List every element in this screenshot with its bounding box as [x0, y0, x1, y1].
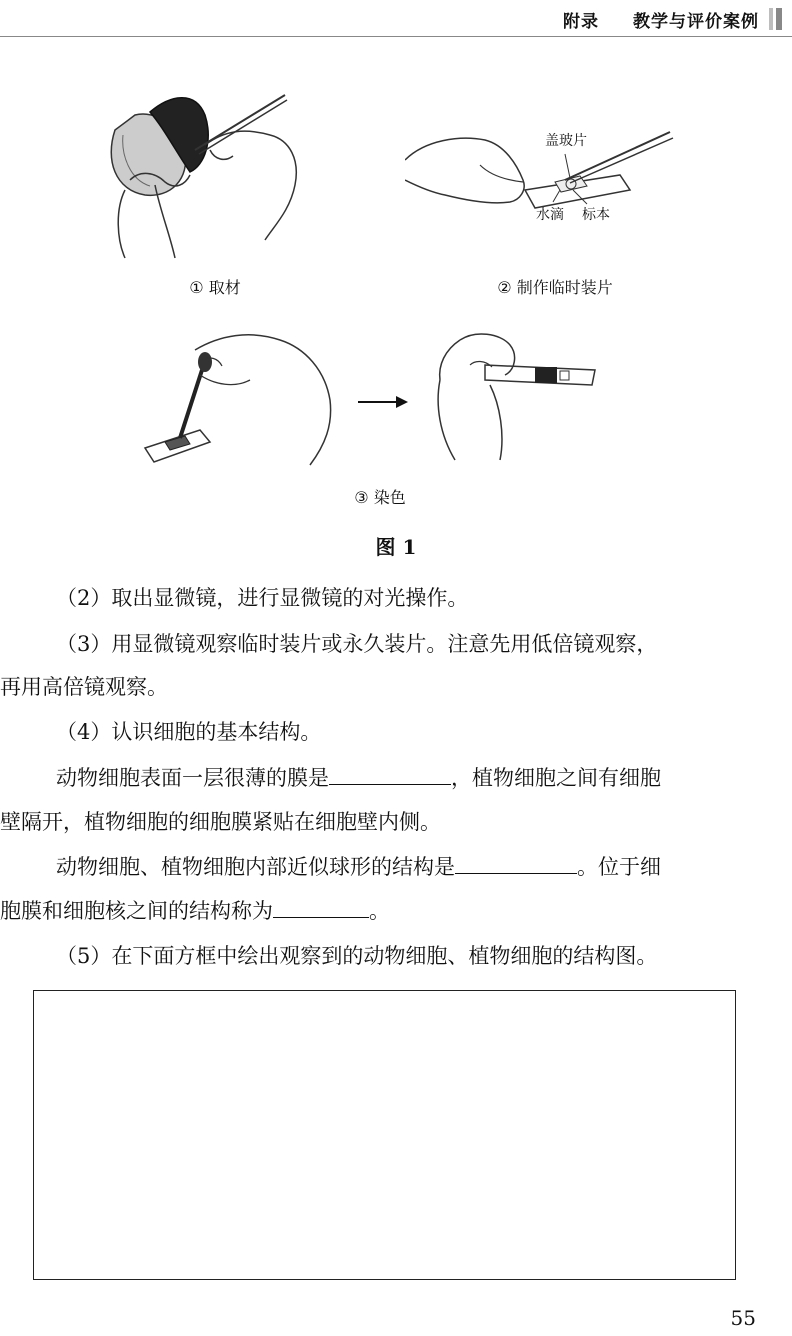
running-header	[563, 6, 782, 32]
cell-membrane-question-line-2: 壁隔开，植物细胞的细胞膜紧贴在细胞壁内侧。	[0, 810, 441, 834]
cover-slip-label: 盖玻片	[545, 133, 587, 149]
specimen-label: 标本	[582, 207, 610, 223]
answer-blank-cytoplasm[interactable]	[273, 897, 369, 918]
water-drop-label: 水滴	[536, 207, 564, 223]
step-3-line-2: 再用高倍镜观察。	[0, 675, 168, 699]
header-section: 附录	[563, 11, 599, 32]
page-number: 55	[730, 1306, 756, 1330]
drawing-answer-box[interactable]	[33, 990, 736, 1280]
header-rule	[0, 36, 792, 37]
step-2: （2）取出显微镜，进行显微镜的对光操作。	[56, 586, 469, 610]
header-title: 教学与评价案例	[633, 11, 759, 32]
process-arrow	[358, 395, 408, 409]
panel-2-caption: ② 制作临时装片	[497, 278, 613, 297]
panel-1-caption: ① 取材	[189, 278, 241, 297]
header-tab-marker	[769, 8, 782, 30]
cell-membrane-question-line-1: 动物细胞表面一层很薄的膜是 ，植物细胞之间有细胞	[56, 766, 661, 790]
onion-sampling-illustration	[95, 90, 310, 260]
nucleus-question-line-2: 胞膜和细胞核之间的结构称为 。	[0, 899, 390, 923]
step-4: （4）认识细胞的基本结构。	[56, 720, 322, 744]
figure-title: 图 1	[375, 535, 417, 559]
stained-slide-illustration	[430, 325, 610, 465]
staining-dropper-illustration	[140, 330, 340, 470]
answer-blank-nucleus[interactable]	[455, 853, 577, 874]
nucleus-question-line-1: 动物细胞、植物细胞内部近似球形的结构是 。位于细	[56, 855, 661, 879]
step-3-line-1: （3）用显微镜观察临时装片或永久装片。注意先用低倍镜观察，	[56, 632, 658, 656]
answer-blank-membrane[interactable]	[329, 764, 451, 785]
step-5: （5）在下面方框中绘出观察到的动物细胞、植物细胞的结构图。	[56, 944, 658, 968]
panel-3-caption: ③ 染色	[354, 488, 406, 507]
